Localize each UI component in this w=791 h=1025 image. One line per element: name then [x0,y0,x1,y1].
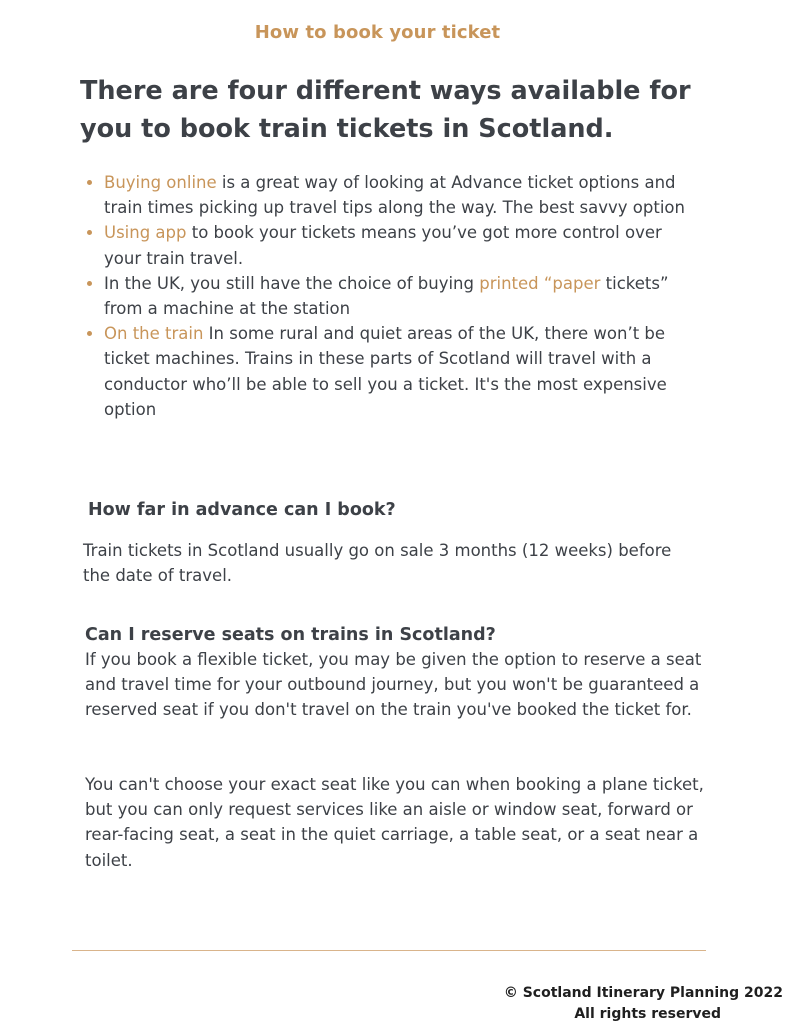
list-item [104,220,704,270]
page-kicker: How to book your ticket [254,22,501,43]
seat-reservation-heading: Can I reserve seats on trains in Scotland? [85,625,496,645]
list-item-text: In some rural and quiet areas of the UK, there won’t be ticket machines. Trains in these parts of Scotland will travel with a conductor who’ll be able to sell you a ticket. It's the most expensive option [104,324,667,419]
on-the-train-link[interactable]: On the train [104,324,204,344]
buying-online-link[interactable]: Buying online [104,173,217,192]
copyright-footer [504,983,783,1025]
seat-reservation-text: If you book a flexible ticket, you may be given the option to reserve a seat and travel time for your outbound journey, but you won't be guaranteed a reserved seat if you don't travel on the train you've booked the ticket for. [85,650,702,720]
footer-divider [72,950,706,951]
using-app-link[interactable]: Using app [104,223,187,243]
advance-booking-heading: How far in advance can I book? [88,500,396,520]
list-item-text: In the UK, you still have the choice of buying [104,273,480,293]
booking-methods-list [84,170,704,422]
list-item [104,170,704,220]
list-item-text: tickets” from a machine at the station [104,273,669,319]
list-item [104,321,704,422]
page-title: There are four different ways available for you to book train tickets in Scotland. [80,76,691,144]
rights-text: All rights reserved [574,1006,721,1022]
list-item-text: is a great way of looking at Advance ticket options and train times picking up travel tips along the way. The best savvy option [104,173,685,218]
advance-booking-text: Train tickets in Scotland usually go on sale 3 months (12 weeks) before the date of travel. [83,541,672,586]
copyright-text: © Scotland Itinerary Planning 2022 [503,985,783,1001]
seat-preferences-text: You can't choose your exact seat like you can when booking a plane ticket, but you can only request services like an aisle or window seat, forward or rear-facing seat, a seat in the quiet carriage, a table seat, or a seat near a toilet. [85,775,704,870]
list-item-text: to book your tickets means you’ve got more control over your train travel. [104,223,662,268]
list-item [104,271,704,321]
printed-paper-tickets-link[interactable]: printed “paper [479,273,601,293]
